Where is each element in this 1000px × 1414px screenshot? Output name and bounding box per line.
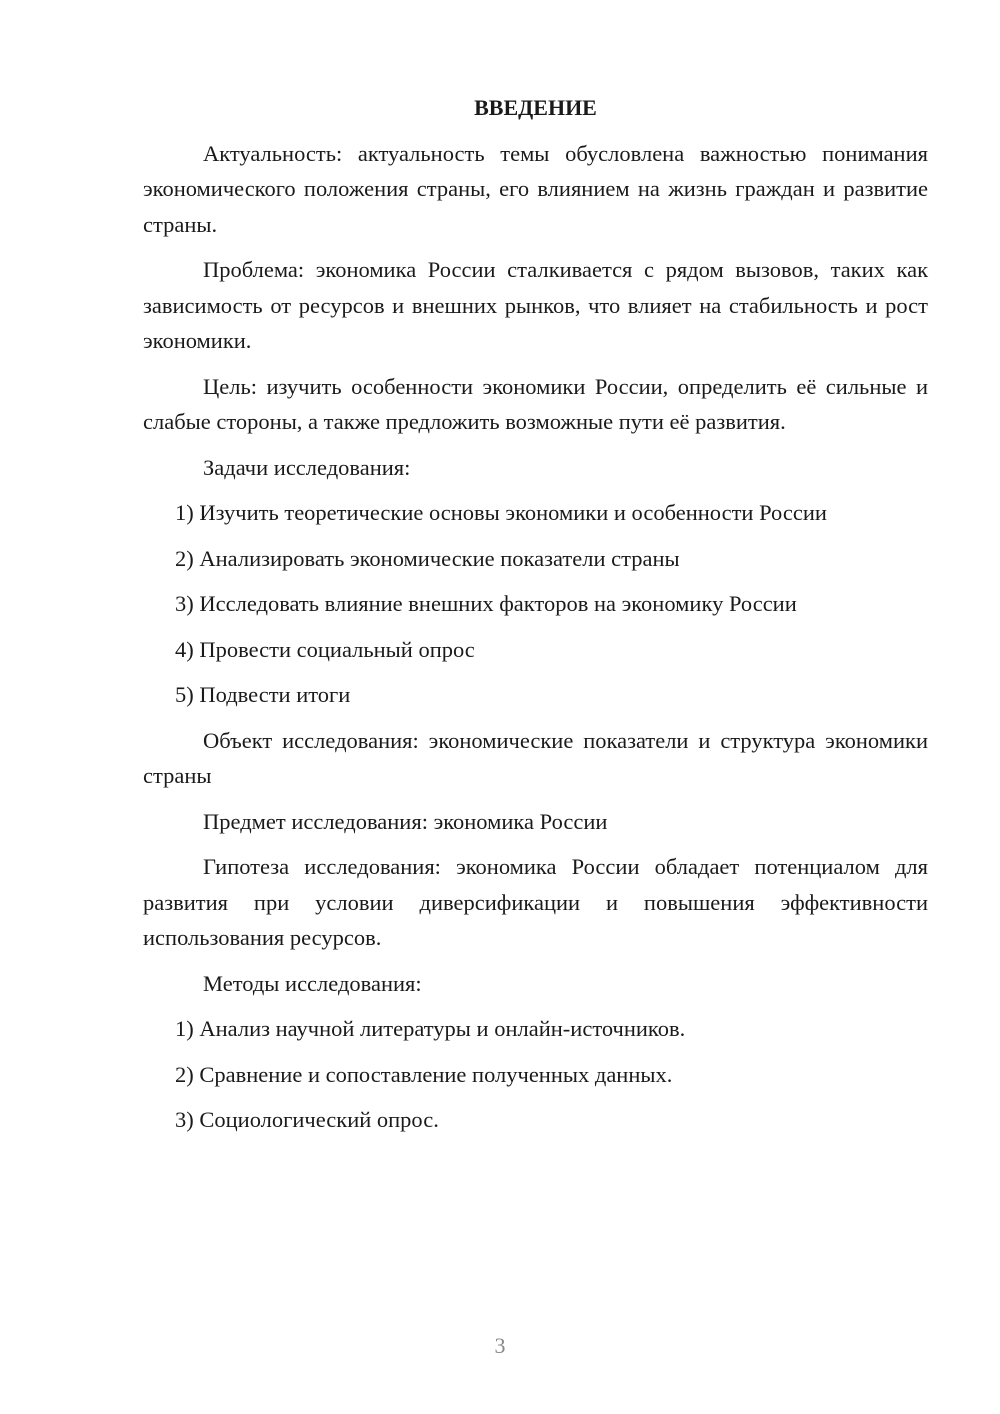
- page-number: 3: [494, 1333, 506, 1358]
- tasks-heading: Задачи исследования:: [203, 454, 411, 480]
- hypothesis-paragraph: Гипотеза исследования: экономика России обладает потенциалом для развития при условии диверсификации и повышения эффективности использования ресурсов.: [143, 854, 928, 950]
- document-page: [143, 90, 928, 1148]
- subject-paragraph: Предмет исследования: экономика России: [203, 808, 608, 834]
- goal-paragraph: Цель: изучить особенности экономики России, определить её сильные и слабые стороны, а также предложить возможные пути её развития.: [143, 373, 928, 434]
- method-item: 2) Сравнение и сопоставление полученных данных.: [175, 1061, 673, 1087]
- problem-paragraph: Проблема: экономика России сталкивается с рядом вызовов, таких как зависимость от ресурсов и внешних рынков, что влияет на стабильность и рост экономики.: [143, 257, 928, 353]
- object-paragraph: Объект исследования: экономические показатели и структура экономики страны: [143, 727, 928, 788]
- task-item: 4) Провести социальный опрос: [175, 636, 475, 662]
- method-item: 1) Анализ научной литературы и онлайн-источников.: [175, 1016, 686, 1041]
- methods-heading: Методы исследования:: [203, 970, 422, 996]
- section-title: ВВЕДЕНИЕ: [474, 95, 597, 120]
- task-item: 1) Изучить теоретические основы экономики и особенности России: [175, 500, 827, 525]
- task-item: 5) Подвести итоги: [175, 682, 351, 707]
- task-item: 3) Исследовать влияние внешних факторов на экономику России: [175, 591, 797, 616]
- task-item: 2) Анализировать экономические показатели страны: [175, 545, 680, 571]
- method-item: 3) Социологический опрос.: [175, 1107, 439, 1132]
- relevance-paragraph: Актуальность: актуальность темы обусловлена важностью понимания экономического положения страны, его влиянием на жизнь граждан и развитие страны.: [143, 140, 928, 237]
